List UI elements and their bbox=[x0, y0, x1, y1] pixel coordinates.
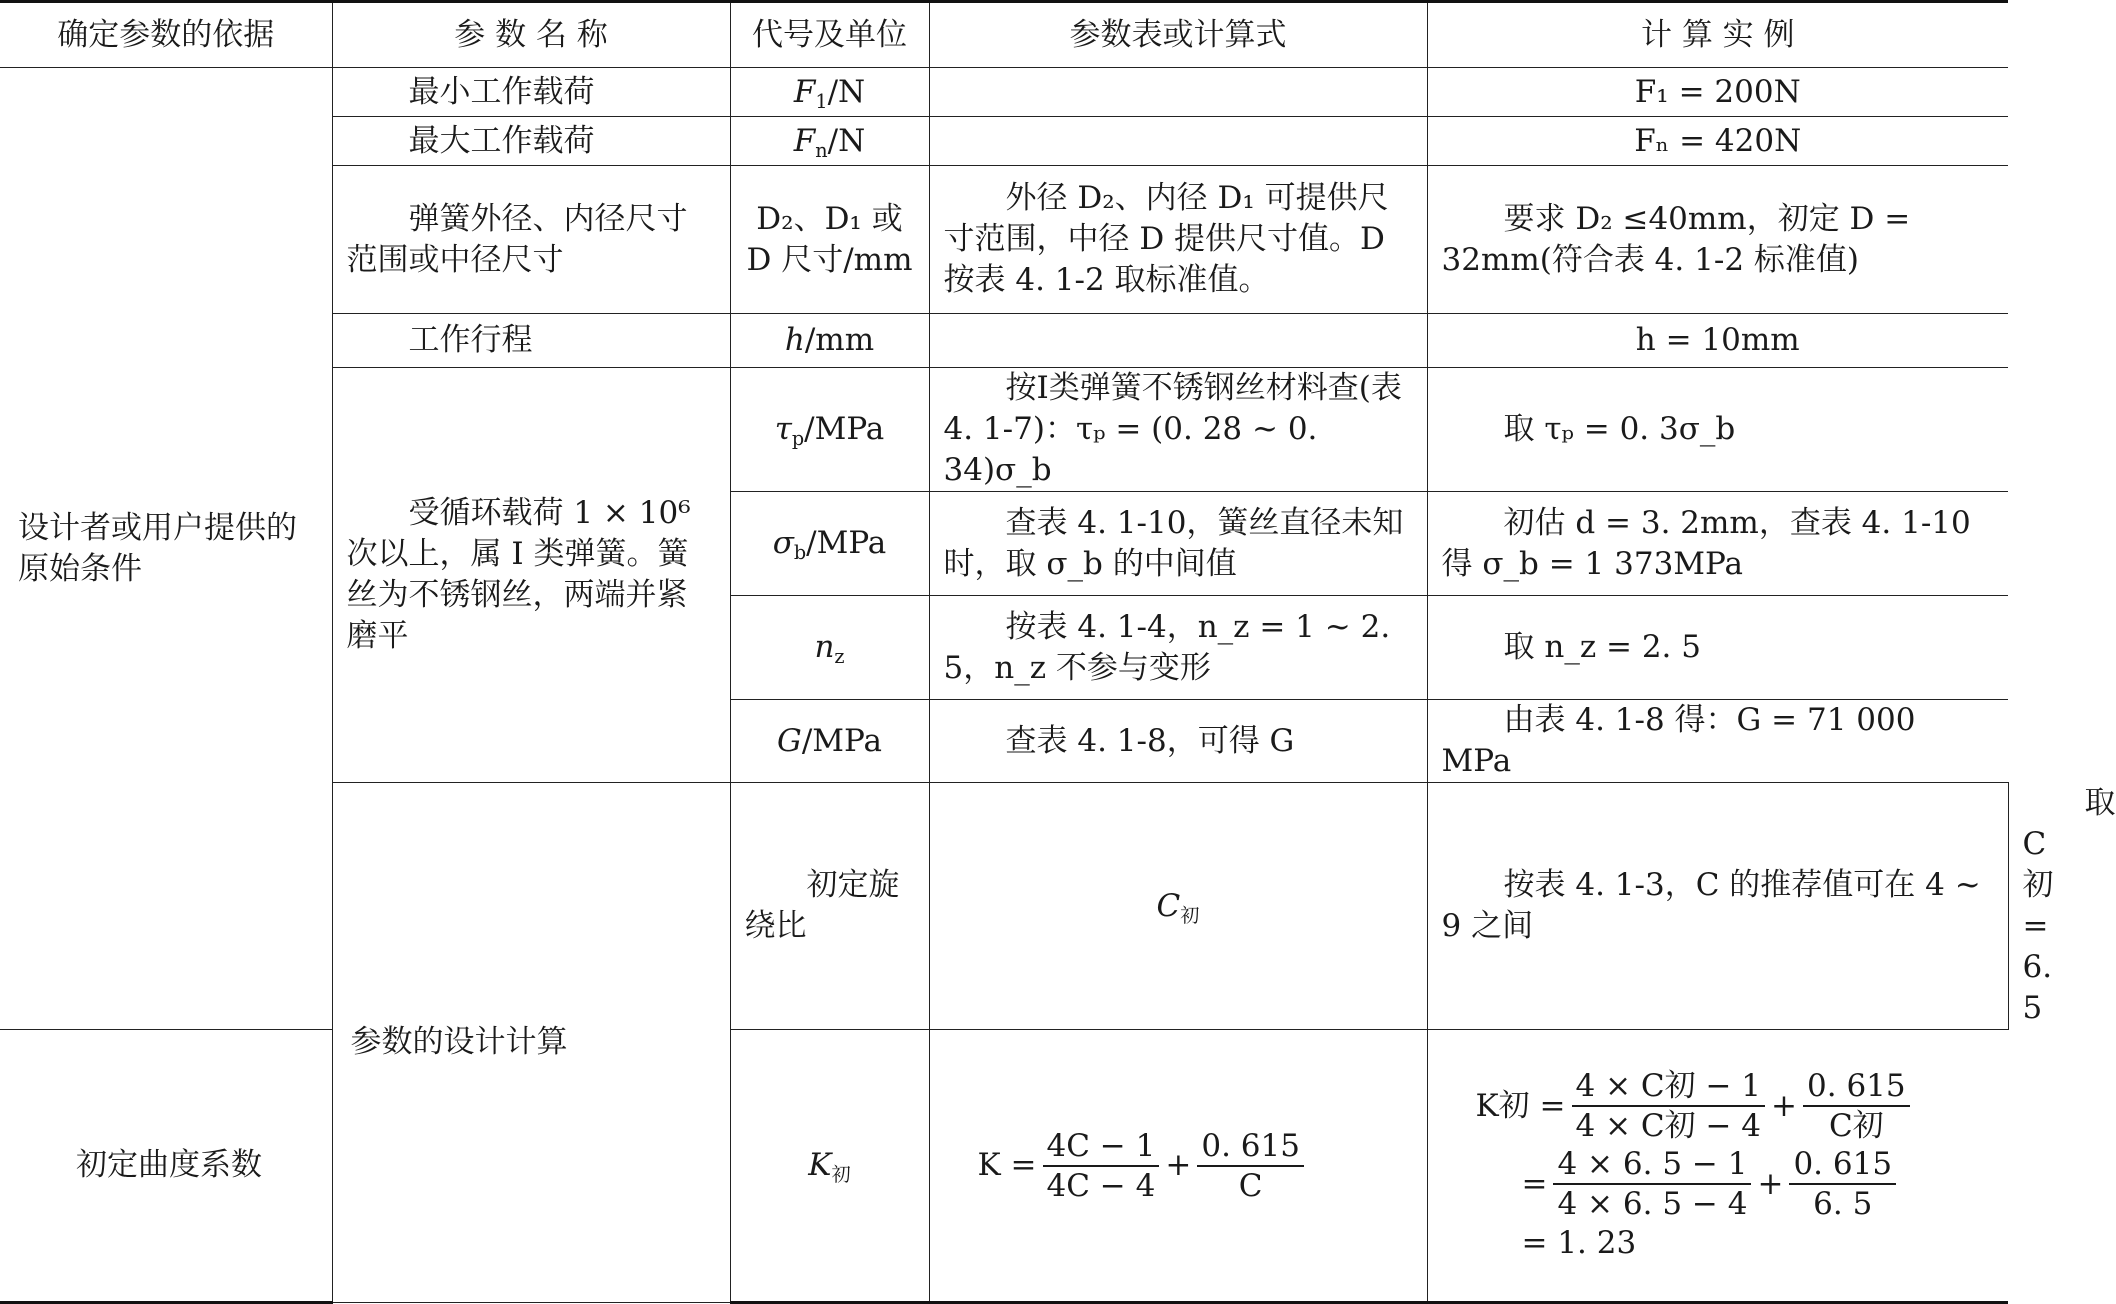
param-example: h = 10mm bbox=[1427, 314, 2008, 368]
param-example: 要求 D₂ ≤40mm，初定 D = 32mm(符合表 4. 1-2 标准值) bbox=[1427, 166, 2008, 314]
param-formula: 外径 D₂、内径 D₁ 可提供尺寸范围，中径 D 提供尺寸值。D 按表 4. 1-2 取标准值。 bbox=[929, 166, 1427, 314]
param-example: 取 n_z = 2. 5 bbox=[1427, 596, 2008, 700]
param-symbol: $\sigma_b$/MPa bbox=[730, 492, 929, 596]
header-basis: 确定参数的依据 bbox=[0, 2, 332, 68]
param-formula: 按表 4. 1-3，C 的推荐值可在 4 ~ 9 之间 bbox=[1427, 783, 2008, 1030]
param-symbol: $F_n/N$ bbox=[730, 117, 929, 166]
param-symbol: $K_初$ bbox=[730, 1030, 929, 1303]
param-name: 受循环载荷 1 × 10⁶ 次以上，属 I 类弹簧。簧丝为不锈钢丝，两端并紧磨平 bbox=[332, 368, 730, 783]
param-symbol: $C_初$ bbox=[929, 783, 1427, 1030]
param-example: 取 τₚ = 0. 3σ_b bbox=[1427, 368, 2008, 492]
param-formula: 按表 4. 1-4，n_z = 1 ~ 2. 5，n_z 不参与变形 bbox=[929, 596, 1427, 700]
table-row bbox=[0, 68, 2008, 117]
header-example: 计 算 实 例 bbox=[1427, 2, 2008, 68]
param-symbol: $n_z$ bbox=[730, 596, 929, 700]
param-symbol: $F_1/N$ bbox=[730, 68, 929, 117]
param-name: 工作行程 bbox=[332, 314, 730, 368]
curvature-formula: K = $\frac{4C - 1}{4C - 4}$ + $\frac{0. 615}{C}$ bbox=[978, 1127, 1304, 1205]
param-formula bbox=[929, 117, 1427, 166]
header-symbol: 代号及单位 bbox=[730, 2, 929, 68]
table-row bbox=[0, 1030, 2008, 1303]
param-example: 初估 d = 3. 2mm，查表 4. 1-10 得 σ_b = 1 373MPa bbox=[1427, 492, 2008, 596]
param-example bbox=[1427, 1030, 2008, 1303]
param-symbol: h/mm bbox=[730, 314, 929, 368]
param-formula: 查表 4. 1-8，可得 G bbox=[929, 700, 1427, 783]
param-name: 最大工作载荷 bbox=[332, 117, 730, 166]
param-formula bbox=[929, 1030, 1427, 1303]
param-example: Fₙ = 420N bbox=[1427, 117, 2008, 166]
param-symbol: $\tau_p$/MPa bbox=[730, 368, 929, 492]
group-design: 参数的设计计算 bbox=[332, 783, 730, 1303]
param-name: 初定旋绕比 bbox=[730, 783, 929, 1030]
header-name: 参 数 名 称 bbox=[332, 2, 730, 68]
param-name: 初定曲度系数 bbox=[0, 1030, 332, 1303]
param-formula: 按I类弹簧不锈钢丝材料查(表 4. 1-7)：τₚ = (0. 28 ~ 0. 34)σ_b bbox=[929, 368, 1427, 492]
table-row: 参数的设计计算 初定旋绕比 $C_初$ 按表 4. 1-3，C 的推荐值可在 4 ~ 9 之间 取 C初 = 6. 5 bbox=[0, 783, 2008, 1030]
param-formula bbox=[929, 68, 1427, 117]
param-example: 由表 4. 1-8 得：G = 71 000 MPa bbox=[1427, 700, 2008, 783]
param-symbol: G/MPa bbox=[730, 700, 929, 783]
header-formula: 参数表或计算式 bbox=[929, 2, 1427, 68]
param-formula bbox=[929, 314, 1427, 368]
group-original: 设计者或用户提供的原始条件 bbox=[0, 68, 332, 1030]
header-row bbox=[0, 2, 2008, 68]
param-example: F₁ = 200N bbox=[1427, 68, 2008, 117]
param-formula: 查表 4. 1-10，簧丝直径未知时，取 σ_b 的中间值 bbox=[929, 492, 1427, 596]
param-name: 弹簧外径、内径尺寸范围或中径尺寸 bbox=[332, 166, 730, 314]
curvature-example: K初 = $\frac{\text{4 × C初 − 1}}{\text{4 × C初 − 4}}$ + $\frac{0. 615}{\text{C初}}$ = $\frac{4 \times 6. 5 - 1}{4 \times 6. 5 - 4}$ + $\frac{0. 615}{6. 5}$ = 1. 23 bbox=[1476, 1067, 1995, 1264]
param-name: 最小工作载荷 bbox=[332, 68, 730, 117]
param-symbol: D₂、D₁ 或 D 尺寸/mm bbox=[730, 166, 929, 314]
